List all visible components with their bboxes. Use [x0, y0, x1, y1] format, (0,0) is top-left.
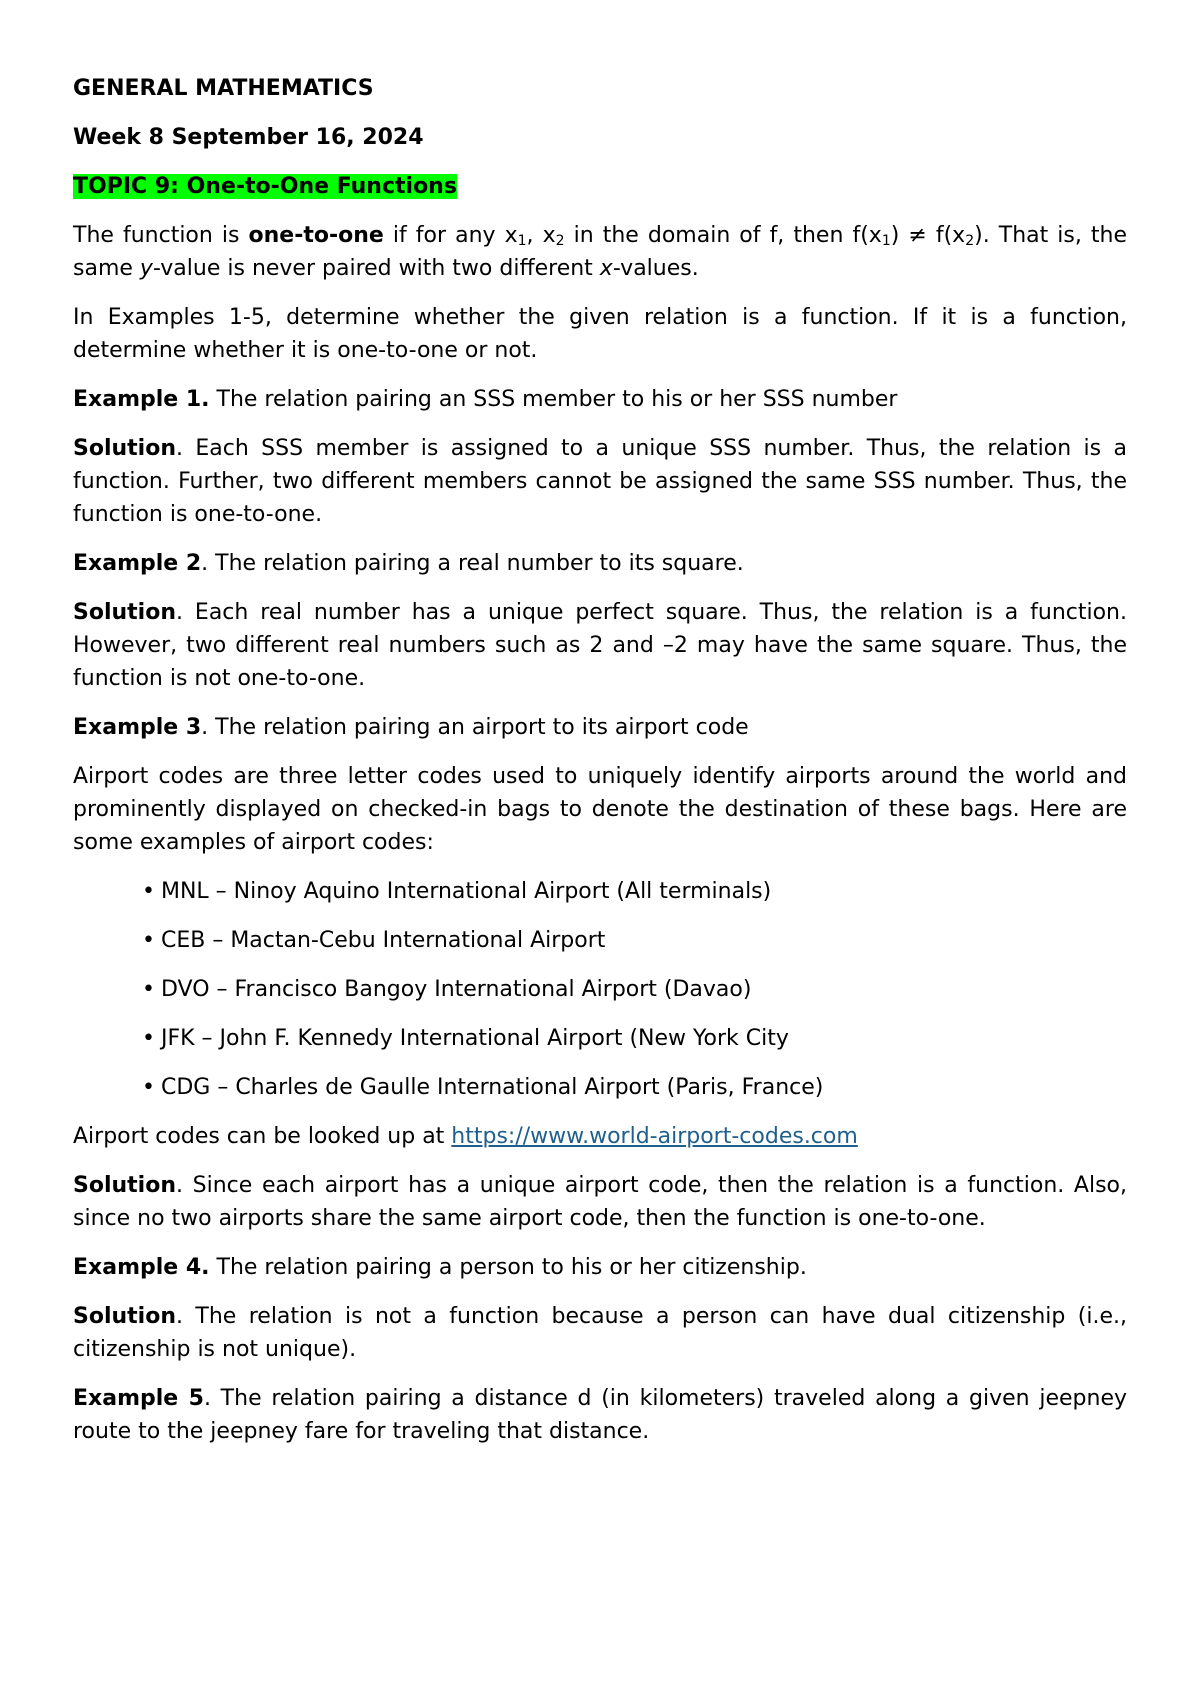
- solution-label: Solution: [73, 436, 176, 461]
- term-one-to-one: one-to-one: [248, 223, 384, 248]
- example-2: Example 2. The relation pairing a real number to its square.: [73, 551, 744, 576]
- airport-codes-link[interactable]: https://www.world-airport-codes.com: [451, 1124, 858, 1149]
- course-title: GENERAL MATHEMATICS: [73, 76, 374, 101]
- solution-4: Solution. The relation is not a function because a person can have dual citizenship (i.e., citizenship is not unique).: [73, 1304, 1127, 1362]
- bullet-icon: •: [142, 879, 155, 904]
- list-item: • DVO – Francisco Bangoy International Airport (Davao): [142, 977, 752, 1002]
- topic-heading: TOPIC 9: One-to-One Functions: [73, 174, 457, 199]
- airport-codes-note: Airport codes are three letter codes used to uniquely identify airports around the world and prominently displayed on checked-in bags to denote the destination of these bags. Here are some examples of airport codes:: [73, 764, 1127, 855]
- example-label: Example 5: [73, 1386, 204, 1411]
- bullet-icon: •: [142, 928, 155, 953]
- topic-heading-line: [73, 170, 1127, 203]
- list-item: • JFK – John F. Kennedy International Airport (New York City: [142, 1026, 789, 1051]
- solution-1: Solution. Each SSS member is assigned to a unique SSS number. Thus, the relation is a function. Further, two different members cannot be assigned the same SSS number. Thus, the function is one-to-one.: [73, 436, 1127, 527]
- example-label: Example 3: [73, 715, 202, 740]
- example-4: Example 4. The relation pairing a person to his or her citizenship.: [73, 1255, 807, 1280]
- instructions-paragraph: In Examples 1-5, determine whether the given relation is a function. If it is a function, determine whether it is one-to-one or not.: [73, 305, 1127, 363]
- bullet-icon: •: [142, 977, 155, 1002]
- list-item: • CDG – Charles de Gaulle International Airport (Paris, France): [142, 1075, 824, 1100]
- solution-3: Solution. Since each airport has a unique airport code, then the relation is a function. Also, since no two airports share the same airport code, then the function is one-to-one.: [73, 1173, 1127, 1231]
- example-1: Example 1. The relation pairing an SSS member to his or her SSS number: [73, 387, 898, 412]
- definition-paragraph: The function is one-to-one if for any $x_1$, $x_2$ in the domain of f, then $f(x_1) \ne f(x_2)$. That is, the same y-value is never paired with two different x-values.: [73, 223, 1128, 281]
- list-item: • CEB – Mactan-Cebu International Airport: [142, 928, 606, 953]
- example-3: Example 3. The relation pairing an airport to its airport code: [73, 715, 749, 740]
- example-label: Example 1.: [73, 387, 210, 412]
- solution-label: Solution: [73, 600, 176, 625]
- list-item: • MNL – Ninoy Aquino International Airport (All terminals): [142, 879, 772, 904]
- example-5: Example 5. The relation pairing a distance d (in kilometers) traveled along a given jeepney route to the jeepney fare for traveling that distance.: [73, 1386, 1127, 1444]
- bullet-icon: •: [142, 1026, 155, 1051]
- week-date: Week 8 September 16, 2024: [73, 125, 424, 150]
- lookup-line: Airport codes can be looked up at https://www.world-airport-codes.com: [73, 1124, 858, 1149]
- solution-label: Solution: [73, 1173, 176, 1198]
- example-label: Example 2: [73, 551, 202, 576]
- bullet-icon: •: [142, 1075, 155, 1100]
- airport-code-list: [73, 875, 1127, 1104]
- solution-label: Solution: [73, 1304, 176, 1329]
- example-label: Example 4.: [73, 1255, 210, 1280]
- solution-2: Solution. Each real number has a unique perfect square. Thus, the relation is a function. However, two different real numbers such as 2 and –2 may have the same square. Thus, the function is not one-to-one.: [73, 600, 1127, 691]
